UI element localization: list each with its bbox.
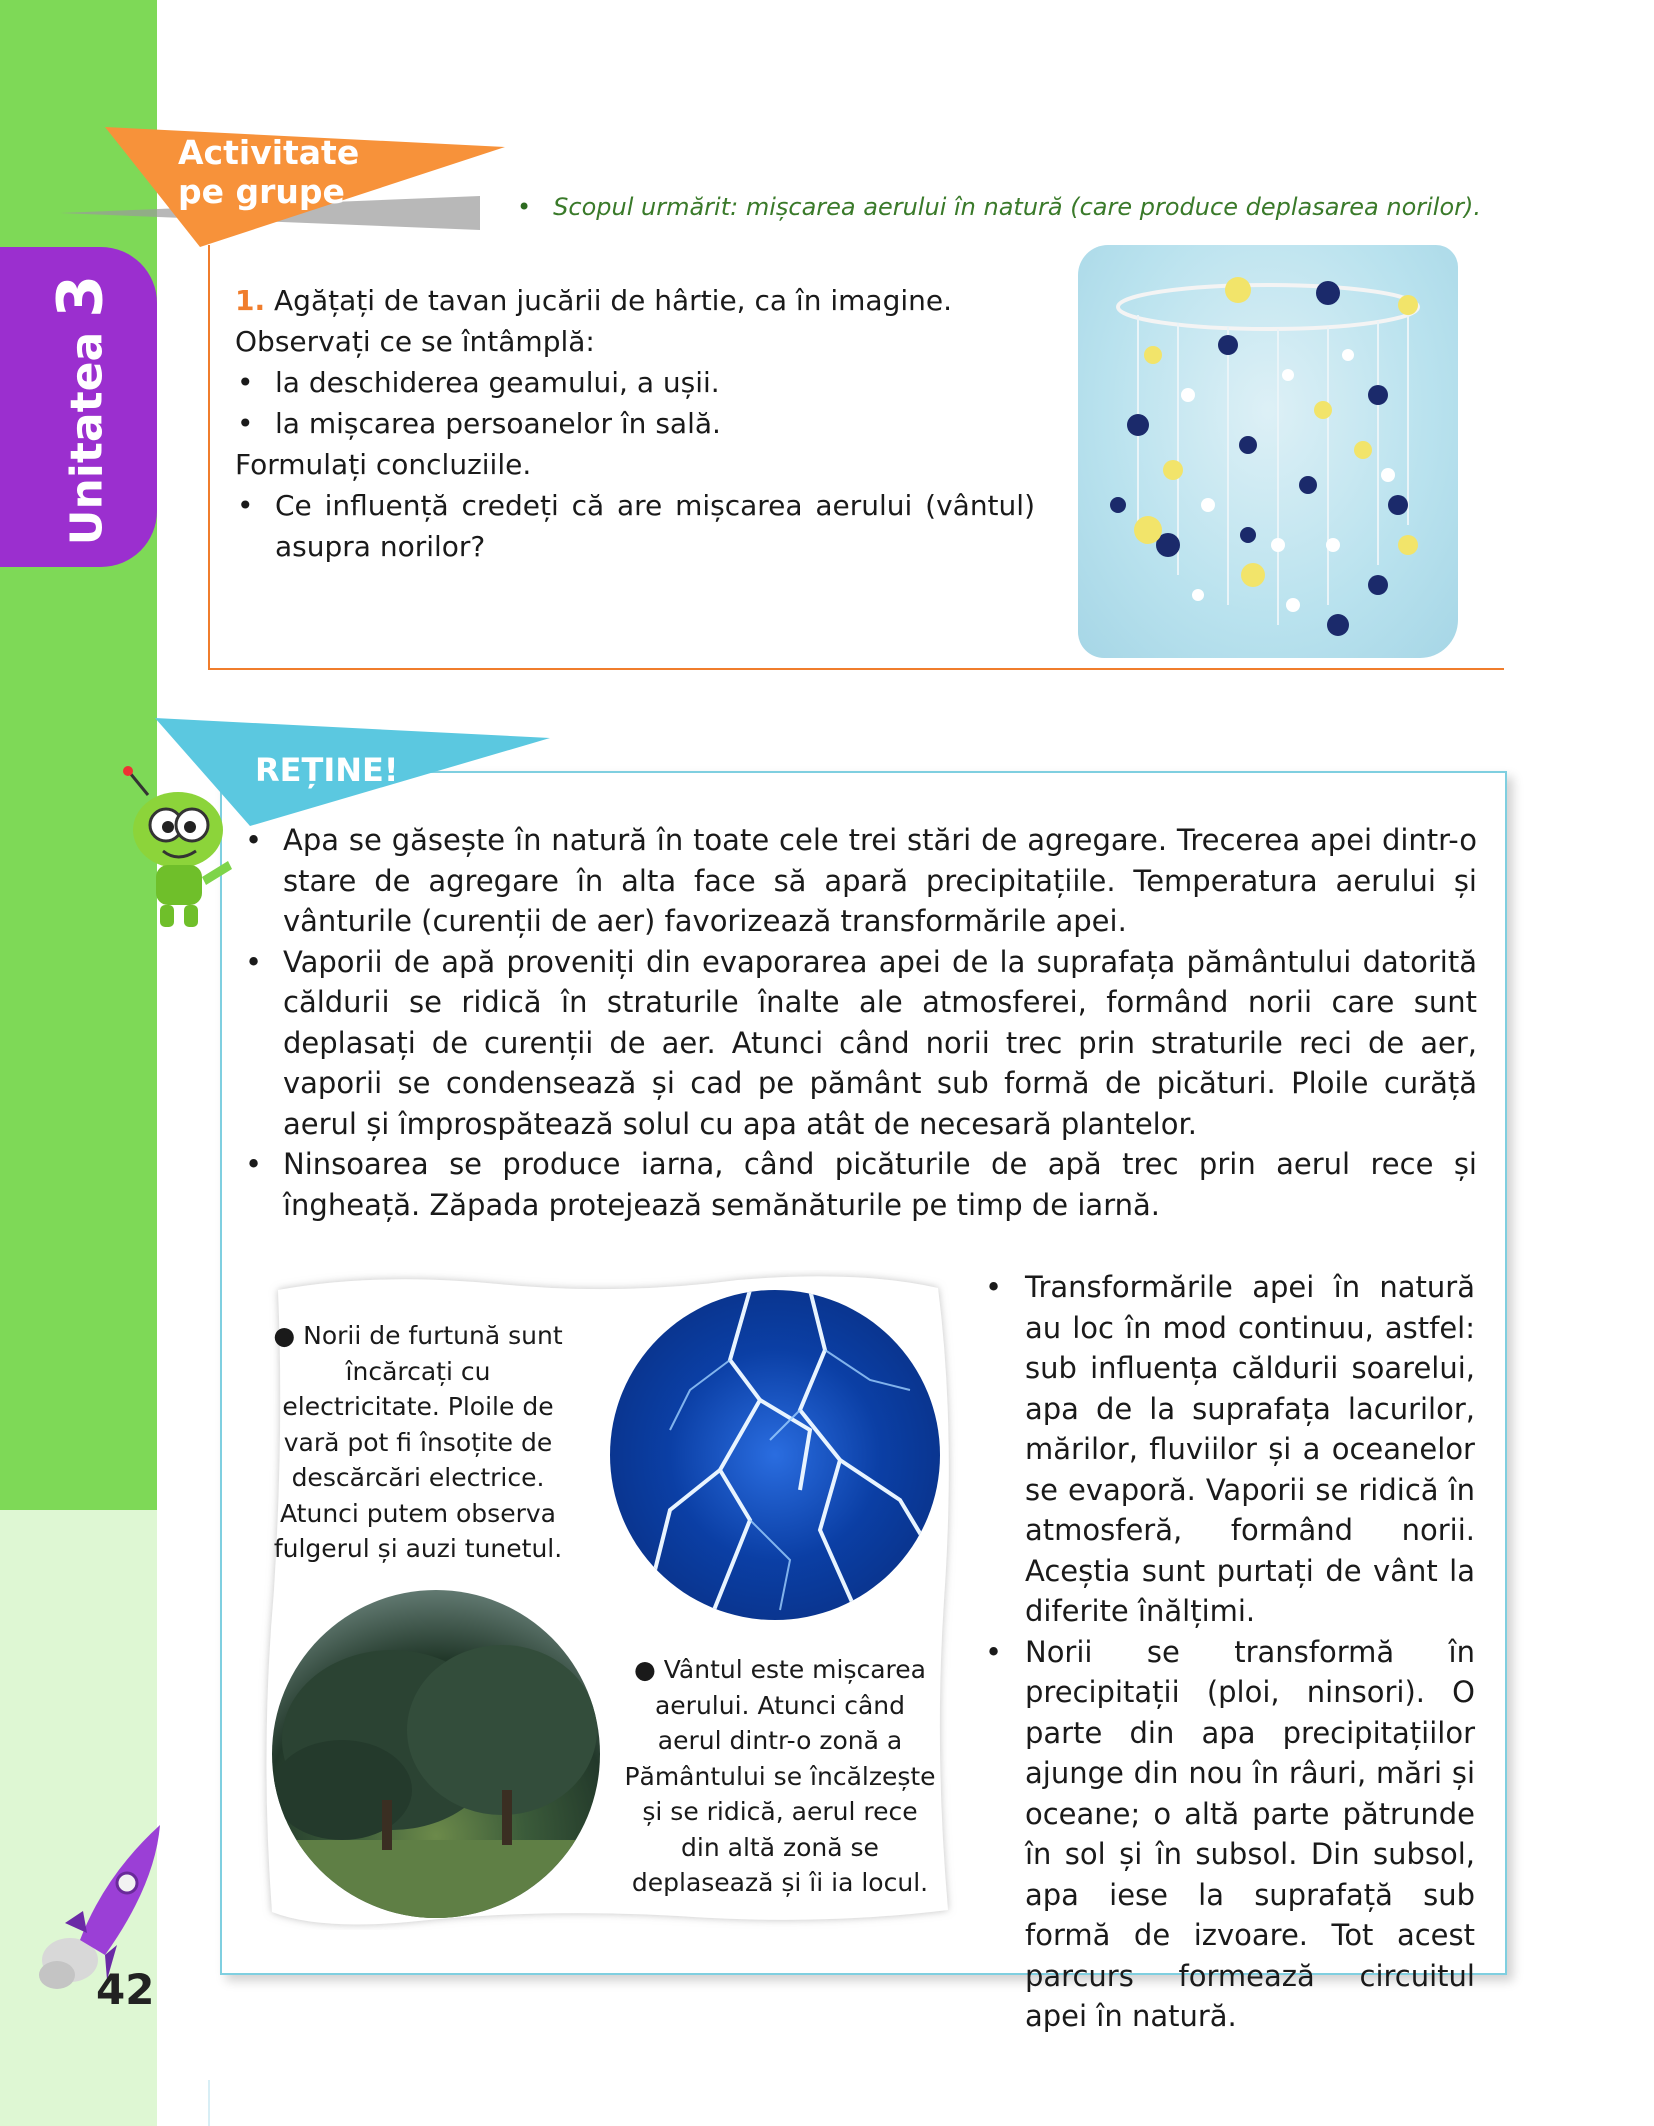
paper-mobile-image <box>1078 245 1458 658</box>
lightning-drawing <box>610 1290 940 1620</box>
bottom-rule <box>208 2080 210 2126</box>
retine-title: REȚINE! <box>255 751 399 789</box>
wind-caption: ● Vântul este mișcarea aerului. Atunci când aerul dintr-o zonă a Pământului se încălzește și se ridică, aerul rece din altă zonă se deplasează și îi ia locul. <box>624 1655 936 1897</box>
cycle-paragraph: • Transformările apei în natură au loc în mod continuu, astfel: sub influența căldurii soarelui, apa de la suprafața lacurilor, mărilor, fluviilor și a oceanelor se evaporă. Vaporii se ridică în atmosferă, formând norii. Aceștia sunt purtați de vânt la diferite înălțimi. <box>985 1270 1475 1628</box>
list-item: • la deschiderea geamului, a ușii. <box>237 366 720 399</box>
storm-caption: ● Norii de furtună sunt încărcați cu electricitate. Ploile de vară pot fi însoțite de descărcări electrice. Atunci putem observa fulgerul și auzi tunetul. <box>273 1321 563 1563</box>
activity-banner-text: Activitate pe grupe <box>178 133 360 211</box>
unit-word: Unitatea <box>61 331 113 546</box>
paper-mobile-drawing <box>1078 245 1458 658</box>
unit-label <box>20 260 140 560</box>
lightning-image <box>610 1290 940 1620</box>
activity-task <box>235 280 1035 567</box>
water-cycle-text <box>985 1267 1475 2037</box>
question-item: • Ce influență credeți că are mișcarea aerului (vântul) asupra norilor? <box>237 489 1035 563</box>
list-item: • la mișcarea persoanelor în sală. <box>237 407 721 440</box>
conclude-line: Formulați concluziile. <box>235 448 532 481</box>
unit-number: 3 <box>43 274 117 318</box>
page-number: 42 <box>96 1965 155 2014</box>
cycle-paragraph: • Norii se transformă în precipitații (ploi, ninsori). O parte din apa precipitațiilor ajunge din nou în râuri, mări și oceane; o altă parte pătrunde în sol și în subsol. Din subsol, apa iese la suprafață sub formă de izvoare. Tot acest parcurs formează circuitul apei în natură. <box>985 1634 1475 2033</box>
activity-border-bottom <box>208 668 1504 670</box>
activity-goal: • Scopul urmărit: mișcarea aerului în natură (care produce deplasarea norilor). <box>517 193 1482 221</box>
activity-border-left <box>208 245 210 670</box>
task-number: 1. <box>235 284 266 317</box>
task-line: 1. Agățați de tavan jucării de hârtie, ca în imagine. <box>235 284 952 317</box>
observe-line: Observați ce se întâmplă: <box>235 325 595 358</box>
retine-paragraph: • Vaporii de apă proveniți din evaporarea apei de la suprafața pământului datorită căldurii se ridică în straturile înalte ale atmosferei, formând norii care sunt deplasați de curenții de aer. Atunci când norii trec prin straturile reci de aer, vaporii se condensează și cad pe pământ sub formă de picături. Ploile curăță aerul și împrospătează solul cu apa atât de necesară plantelor. <box>245 944 1477 1141</box>
trees-drawing <box>272 1590 600 1918</box>
retine-text <box>245 820 1477 1225</box>
trees-in-wind-image <box>272 1590 600 1918</box>
retine-paragraph: • Apa se găsește în natură în toate cele trei stări de agregare. Trecerea apei dintr-o stare de agregare în alta face să apară precipitațiile. Temperatura aerului și vânturile (curenții de aer) favorizează transformările apei. <box>245 823 1477 938</box>
retine-paragraph: • Ninsoarea se produce iarna, când picăturile de apă trec prin aerul rece și îngheață. Zăpada protejează semănăturile pe timp de iarnă. <box>245 1147 1477 1222</box>
bullet: • <box>517 193 532 221</box>
robot-mascot-illustration <box>108 765 238 935</box>
